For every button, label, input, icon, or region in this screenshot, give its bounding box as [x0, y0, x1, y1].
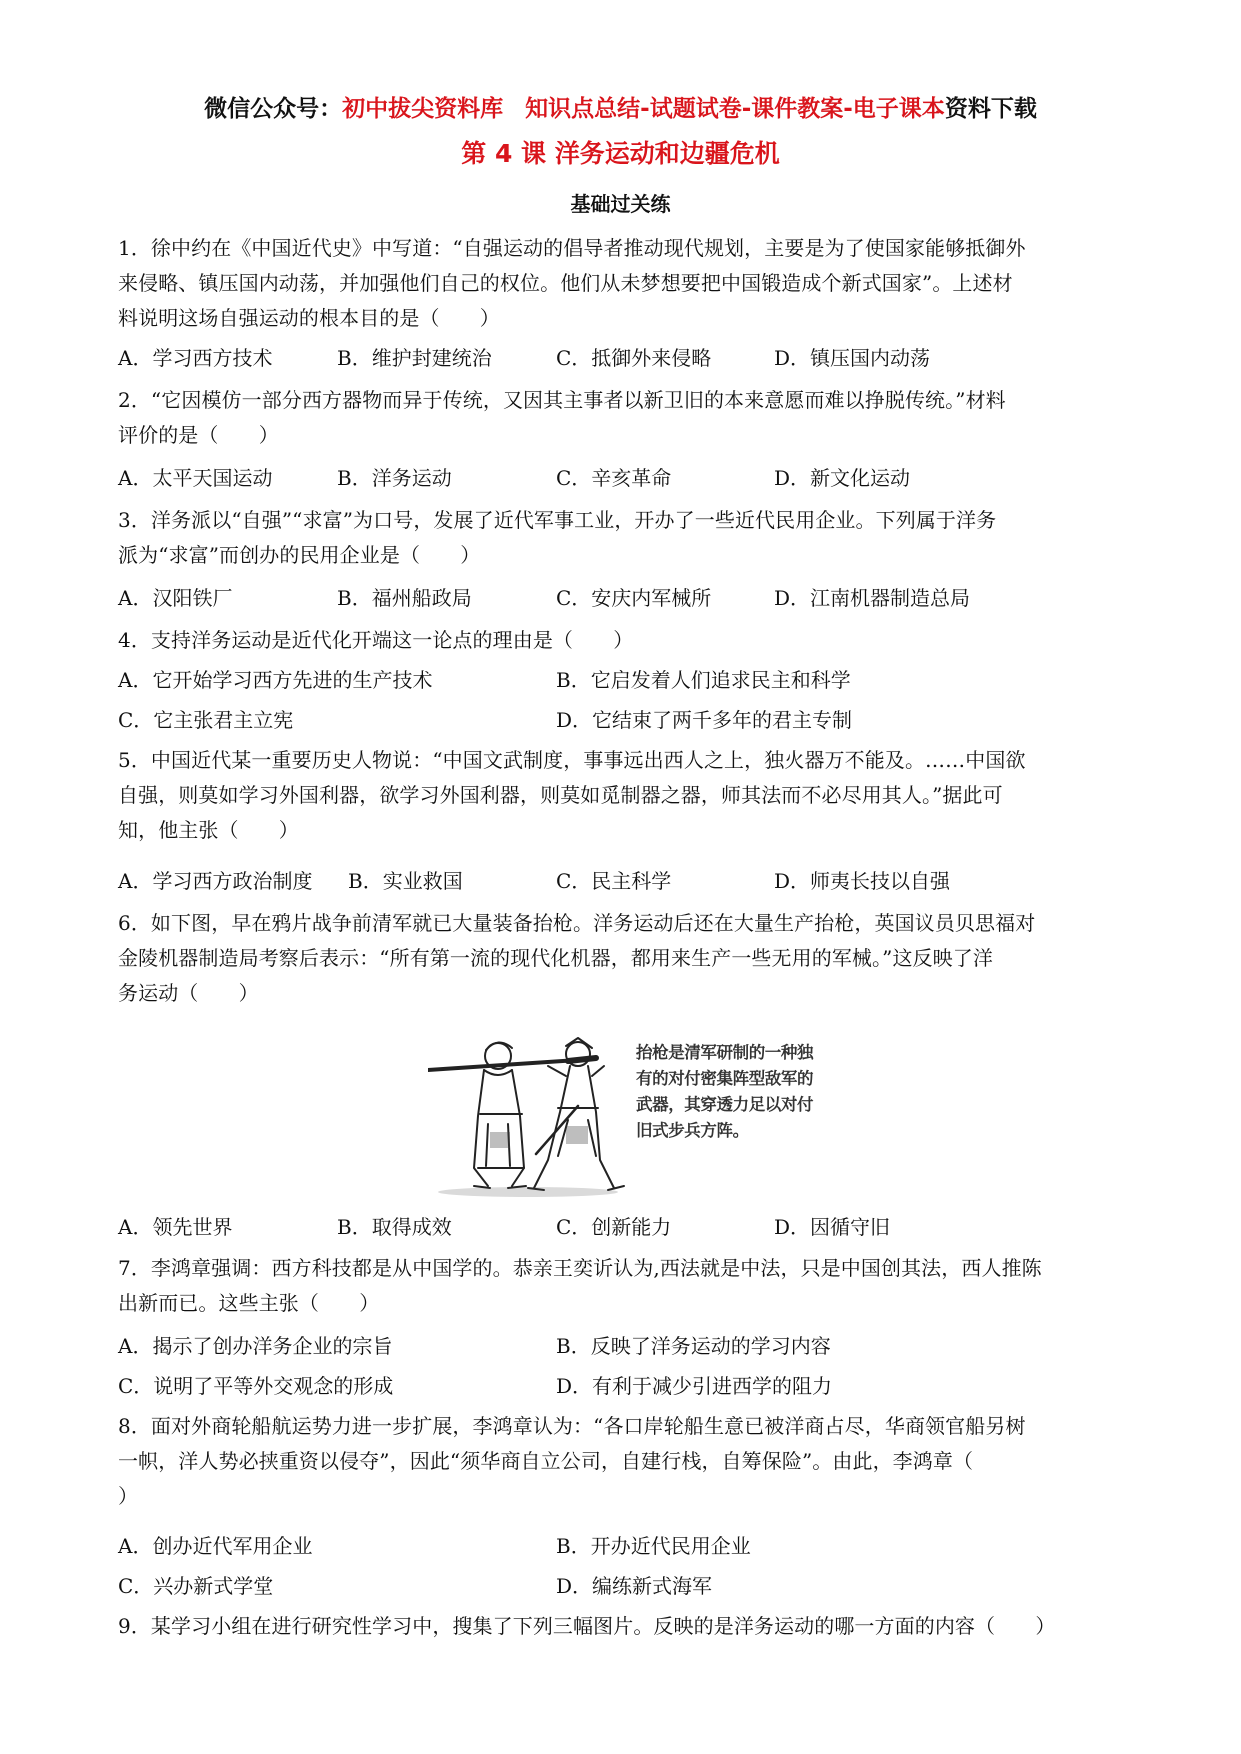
figure-caption: 抬枪是清军研制的一种独有的对付密集阵型敌军的武器，其穿透力足以对付旧式步兵方阵。: [636, 1043, 814, 1140]
q1-option-c[interactable]: C．抵御外来侵略: [556, 346, 712, 370]
q5-stem-line: 知，他主张（ ）: [118, 818, 299, 842]
q8-stem-line: 一帜，洋人势必挟重资以侵夺”，因此“须华商自立公司，自建行栈，自筹保险”。由此，李鸿章（: [118, 1449, 974, 1473]
q8-option-b[interactable]: B．开办近代民用企业: [556, 1534, 751, 1558]
q1-stem-line: 1．徐中约在《中国近代史》中写道：“自强运动的倡导者推动现代规划，主要是为了使国家能够抵御外: [118, 236, 1026, 260]
section-title: 基础过关练: [570, 192, 671, 216]
q7-stem-line: 7．李鸿章强调：西方科技都是从中国学的。恭亲王奕䜣认为,西法就是中法，只是中国创其法，西人推陈: [118, 1256, 1042, 1280]
q4-option-d[interactable]: D．它结束了两千多年的君主专制: [556, 708, 853, 732]
q6-option-d[interactable]: D．因循守旧: [774, 1215, 891, 1239]
q6-option-a[interactable]: A．领先世界: [118, 1215, 233, 1239]
q2-option-b[interactable]: B．洋务运动: [337, 466, 452, 490]
q3-stem-line: 3．洋务派以“自强”“求富”为口号，发展了近代军事工业，开办了一些近代民用企业。下列属于洋务: [118, 508, 997, 532]
q5-stem-line: 5．中国近代某一重要历史人物说：“中国文武制度，事事远出西人之上，独火器万不能及。……中国欲: [118, 748, 1026, 772]
q5-option-a[interactable]: A．学习西方政治制度: [118, 869, 313, 893]
q5-option-d[interactable]: D．师夷长技以自强: [774, 869, 951, 893]
q2-stem-line: 2．“它因模仿一部分西方器物而异于传统，又因其主事者以新卫旧的本来意愿而难以挣脱传统。”材料: [118, 388, 1006, 412]
q8-option-c[interactable]: C．兴办新式学堂: [118, 1574, 274, 1598]
q2-option-d[interactable]: D．新文化运动: [774, 466, 911, 490]
soldiers-illustration: [428, 1036, 638, 1204]
q1-option-b[interactable]: B．维护封建统治: [337, 346, 492, 370]
q1-stem-line: 料说明这场自强运动的根本目的是（ ）: [118, 306, 500, 330]
q5-option-b[interactable]: B．实业救国: [348, 869, 463, 893]
q1-stem-line: 来侵略、镇压国内动荡，并加强他们自己的权位。他们从未梦想要把中国锻造成个新式国家”。上述材: [118, 271, 1013, 295]
q8-option-d[interactable]: D．编练新式海军: [556, 1574, 713, 1598]
q4-stem-line: 4．支持洋务运动是近代化开端这一论点的理由是（ ）: [118, 628, 634, 652]
q4-option-b[interactable]: B．它启发着人们追求民主和科学: [556, 668, 851, 692]
q4-option-c[interactable]: C．它主张君主立宪: [118, 708, 294, 732]
q3-option-b[interactable]: B．福州船政局: [337, 586, 472, 610]
q1-option-a[interactable]: A．学习西方技术: [118, 346, 273, 370]
q7-option-c[interactable]: C．说明了平等外交观念的形成: [118, 1374, 394, 1398]
header-suffix: 资料下载: [944, 96, 1037, 122]
q3-option-d[interactable]: D．江南机器制造总局: [774, 586, 971, 610]
q6-stem-line: 务运动（ ）: [118, 981, 259, 1005]
q5-stem-line: 自强，则莫如学习外国利器，欲学习外国利器，则莫如觅制器之器，师其法而不必尽用其人。”据此可: [118, 783, 1003, 807]
q7-option-d[interactable]: D．有利于减少引进西学的阻力: [556, 1374, 833, 1398]
q7-option-a[interactable]: A．揭示了创办洋务企业的宗旨: [118, 1334, 393, 1358]
q5-option-c[interactable]: C．民主科学: [556, 869, 672, 893]
header-prefix: 微信公众号：: [204, 96, 343, 122]
q6-stem-line: 金陵机器制造局考察后表示：“所有第一流的现代化机器，都用来生产一些无用的军械。”这反映了洋: [118, 946, 993, 970]
q8-stem-line: 8．面对外商轮船航运势力进一步扩展，李鸿章认为：“各口岸轮船生意已被洋商占尽，华商领官船另树: [118, 1414, 1026, 1438]
header-brand: 初中拔尖资料库: [342, 96, 504, 122]
header-middle: 知识点总结-试题试卷-课件教案-电子课本: [525, 96, 945, 122]
q8-stem-line: ）: [118, 1484, 139, 1508]
tai-gun-figure: [428, 1036, 828, 1204]
q2-stem-line: 评价的是（ ）: [118, 423, 279, 447]
q6-option-b[interactable]: B．取得成效: [337, 1215, 452, 1239]
q7-option-b[interactable]: B．反映了洋务运动的学习内容: [556, 1334, 831, 1358]
header-banner: [0, 94, 1241, 124]
q8-option-a[interactable]: A．创办近代军用企业: [118, 1534, 313, 1558]
q3-option-a[interactable]: A．汉阳铁厂: [118, 586, 233, 610]
q2-option-a[interactable]: A．太平天国运动: [118, 466, 273, 490]
q6-option-c[interactable]: C．创新能力: [556, 1215, 672, 1239]
lesson-title: 第 4 课 洋务运动和边疆危机: [461, 139, 780, 168]
q3-option-c[interactable]: C．安庆内军械所: [556, 586, 712, 610]
q7-stem-line: 出新而已。这些主张（ ）: [118, 1291, 380, 1315]
q9-stem-line: 9．某学习小组在进行研究性学习中，搜集了下列三幅图片。反映的是洋务运动的哪一方面的内容（ ）: [118, 1614, 1056, 1638]
q6-stem-line: 6．如下图，早在鸦片战争前清军就已大量装备抬枪。洋务运动后还在大量生产抬枪，英国议员贝思福对: [118, 911, 1036, 935]
q4-option-a[interactable]: A．它开始学习西方先进的生产技术: [118, 668, 433, 692]
q1-option-d[interactable]: D．镇压国内动荡: [774, 346, 931, 370]
q2-option-c[interactable]: C．辛亥革命: [556, 466, 672, 490]
q3-stem-line: 派为“求富”而创办的民用企业是（ ）: [118, 543, 481, 567]
